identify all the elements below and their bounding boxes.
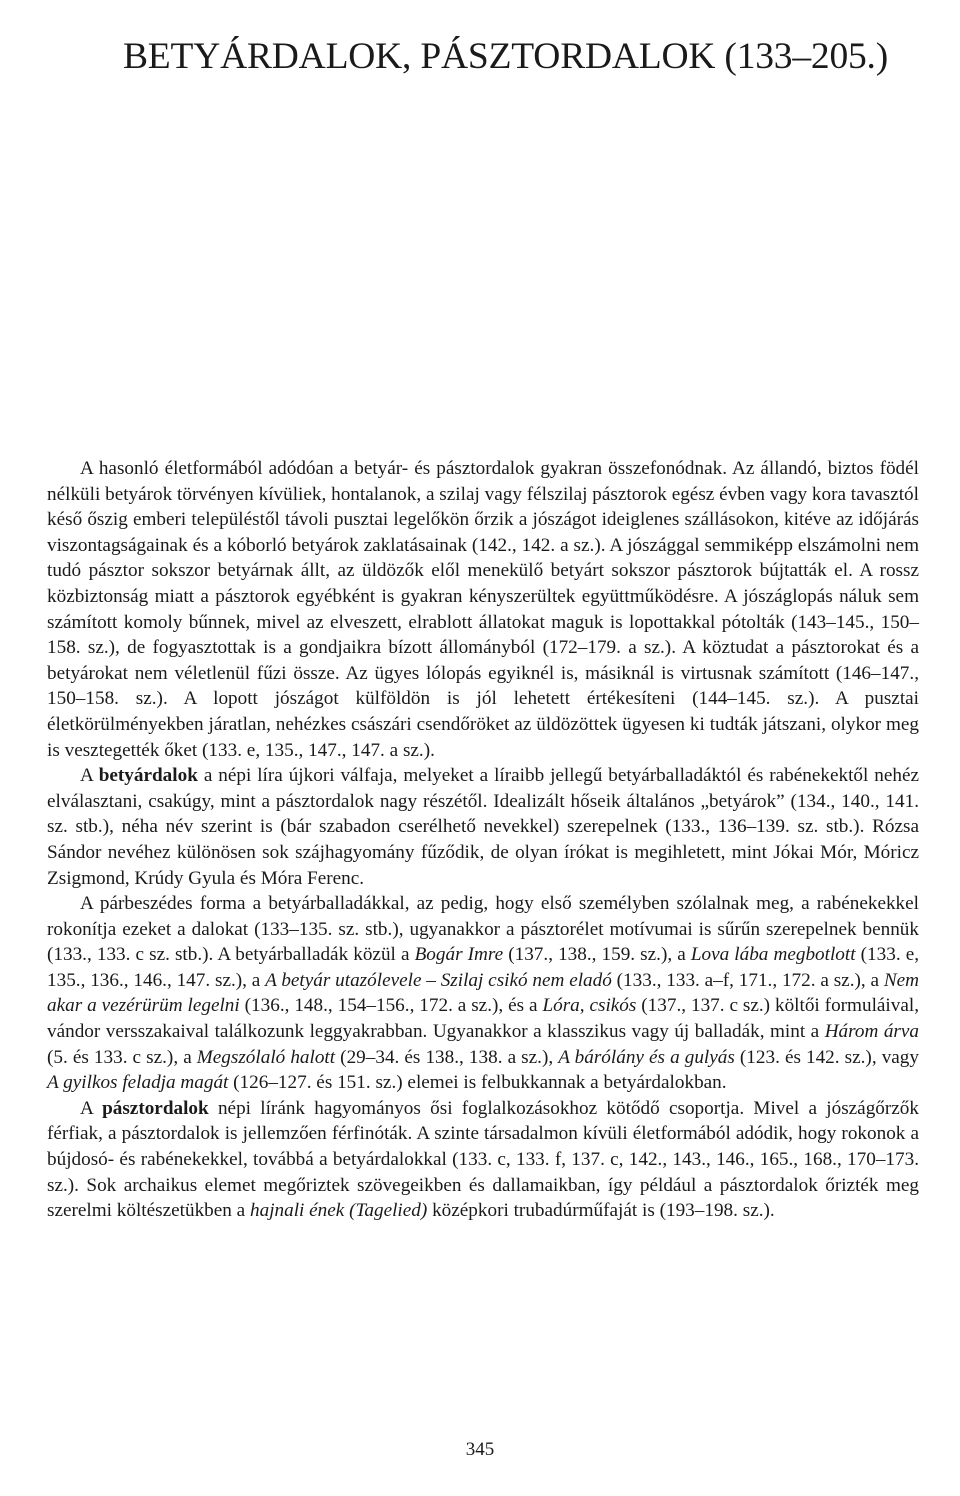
paragraph-3 bbox=[47, 891, 919, 1096]
text-run: (123. és 142. sz.), vagy bbox=[734, 1046, 919, 1068]
text-run: A párbeszédes forma a betyárballadákkal, az pedig, hogy első személyben szólalnak meg, a rabénekekkel rokonítja ezeket a dalokat (133–135. sz. stb.), ugyanakkor a pásztorélet motívumai is sűrűn szerepelnek bennük (133., 133. c sz. stb.). A betyárballadák közül a bbox=[47, 893, 919, 966]
italic-title: A bárólány és a gulyás bbox=[558, 1046, 735, 1068]
body-text bbox=[47, 456, 919, 1224]
text-run: (137., 137. c sz.) költői formuláival, vándor versszakaival találkozunk leggyakrabban. Ugyanakkor a klasszikus vagy új balladák, mint a bbox=[47, 995, 919, 1043]
text-run: (136., 148., 154–156., 172. a sz.), és a bbox=[239, 995, 543, 1017]
italic-title: Lóra, csikós bbox=[542, 995, 637, 1017]
bold-term: pásztordalok bbox=[102, 1097, 209, 1119]
bold-term: betyárdalok bbox=[98, 765, 198, 787]
text-run: (133., 133. a–f, 171., 172. a sz.), a bbox=[611, 969, 884, 991]
italic-title: Lova lába megbotlott bbox=[690, 944, 856, 966]
paragraph-4 bbox=[47, 1096, 919, 1224]
page-number: 345 bbox=[465, 1439, 495, 1460]
italic-title: Nem akar a vezérürüm legelni bbox=[47, 969, 920, 1017]
text-run: (29–34. és 138., 138. a sz.), bbox=[335, 1046, 559, 1068]
paragraph-1 bbox=[47, 456, 919, 763]
text-run: (5. és 133. c sz.), a bbox=[47, 1046, 197, 1068]
italic-title: Három árva bbox=[824, 1021, 920, 1043]
italic-title: hajnali ének (Tagelied) bbox=[250, 1200, 428, 1222]
italic-title: Megszólaló halott bbox=[196, 1046, 336, 1068]
text-run: a népi líra újkori válfaja, melyeket a líraibb jellegű betyárballadáktól és rabénekektől nehéz elválasztani, csakúgy, mint a pásztordalok nagy részétől. Idealizált hőseik általános „betyárok” (134., 140., 141. sz. stb.), néha név szerint is (bár szabadon cserélhető nevekkel) szerepelnek (133., 136–139. sz. stb.). Rózsa Sándor nevéhez különösen sok szájhagyomány fűződik, de olyan írókat is megihletett, mint Jókai Mór, Móricz Zsigmond, Krúdy Gyula és Móra Ferenc. bbox=[47, 765, 919, 889]
text-run: népi líránk hagyományos ősi foglalkozásokhoz kötődő csoportja. Mivel a jószágőrzők férfiak, a pásztordalok is jellemzően férfinóták. A szinte társadalmon kívüli életformából adódik, hogy rokonok a bújdosó- és rabénekekkel, továbbá a betyárdalokkal (133. c, 133. f, 137. c, 142., 143., 146., 165., 168., 170–173. sz.). Sok archaikus elemet megőriztek szövegeikben és dallamaikban, így például a pásztordalok őrizték meg szerelmi költészetükben a bbox=[47, 1097, 919, 1222]
text-run: (126–127. és 151. sz.) elemei is felbukkannak a betyárdalokban. bbox=[228, 1072, 727, 1094]
text-run: középkori trubadúrműfaját is (193–198. sz.). bbox=[427, 1200, 775, 1222]
text-run: A bbox=[80, 765, 99, 787]
paragraph-2 bbox=[47, 763, 919, 891]
text-run: A bbox=[80, 1097, 103, 1119]
italic-title: A betyár utazólevele – Szilaj csikó nem eladó bbox=[265, 969, 612, 991]
text-run: A hasonló életformából adódóan a betyár- és pásztordalok gyakran összefonódnak. Az állandó, biztos födél nélküli betyárok törvényen kívüliek, hontalanok, a szilaj vagy félszilaj pásztorok egész évben vagy kora tavasztól késő őszig emberi településtől távoli pusztai legelőkön őrzik a jószágot ideiglenes szállásokon, kitéve az időjárás viszontagságainak és a kóborló betyárok zaklatásainak (142., 142. a sz.). A jószággal semmiképp elszámolni nem tudó pásztor sokszor betyárnak állt, az üldözők elől menekülő betyárt sokszor pásztorok bújtatták el. A rossz közbiztonság miatt a pásztorok egyébként is gyakran kényszerültek együttműködésre. A jószáglopás náluk sem számított komoly bűnnek, mivel az elveszett, elrablott állatokat maguk is lopottakkal pótolták (143–145., 150–158. sz.), de fogyasztottak is a gondjaikra bízott állományból (172–179. a sz.). A köztudat a pásztorokat és a betyárokat nem véletlenül fűzi össze. Az ügyes lólopás egyiknél is, másiknál is virtusnak számított (146–147., 150–158. sz.). A lopott jószágot külföldön is jól lehetett értékesíteni (144–145. sz.). A pusztai életkörülményekben járatlan, nehézkes császári csendőröket az üldözöttek ügyesen ki tudták játszani, olykor meg is vesztegették őket (133. e, 135., 147., 147. a sz.). bbox=[47, 458, 919, 761]
italic-title: Bogár Imre bbox=[414, 944, 504, 966]
text-run: (133. e, 135., 136., 146., 147. sz.), a bbox=[47, 944, 920, 991]
page-title: BETYÁRDALOK, PÁSZTORDALOK (133–205.) bbox=[123, 36, 889, 77]
text-run: (137., 138., 159. sz.), a bbox=[503, 944, 691, 966]
italic-title: A gyilkos feladja magát bbox=[47, 1072, 229, 1094]
